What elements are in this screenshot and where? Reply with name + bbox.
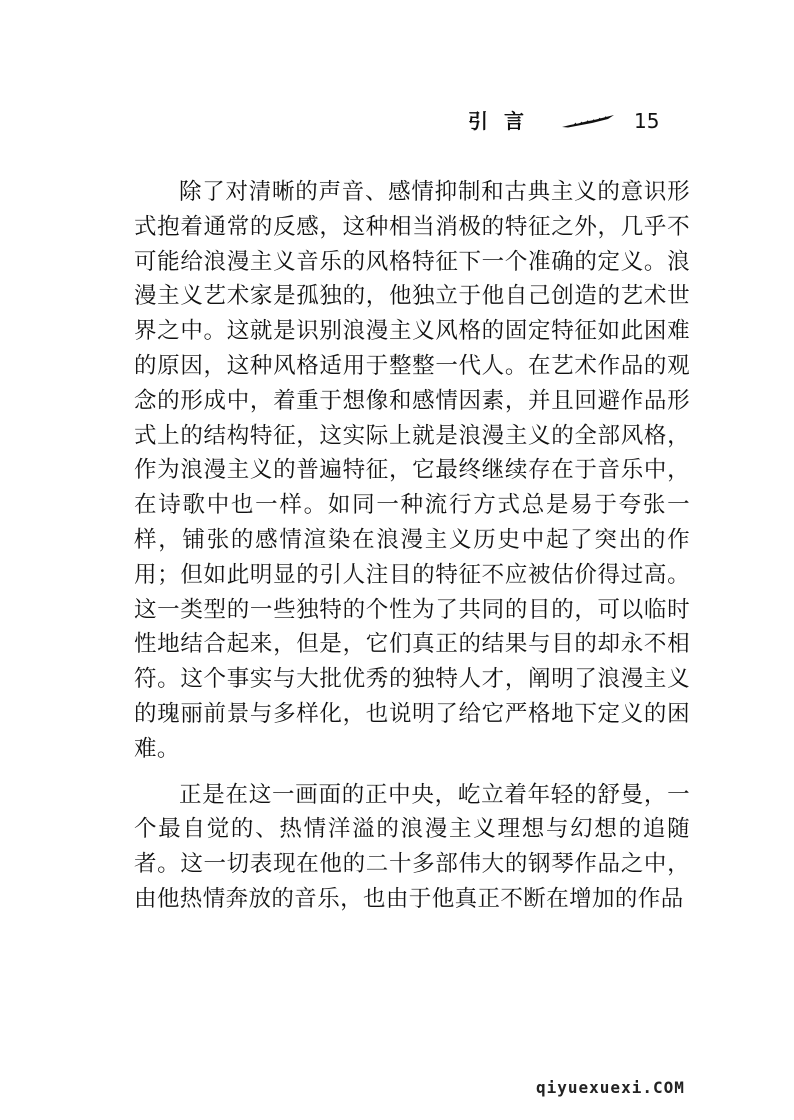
body-text bbox=[134, 175, 690, 917]
chapter-title: 引言 bbox=[468, 109, 540, 133]
paragraph-1: 除了对清晰的声音、感情抑制和古典主义的意识形式抱着通常的反感，这种相当消极的特征之外，几乎不可能给浪漫主义音乐的风格特征下一个准确的定义。浪漫主义艺术家是孤独的，他独立于他自己创造的艺术世界之中。这就是识别浪漫主义风格的固定特征如此困难的原因，这种风格适用于整整一代人。在艺术作品的观念的形成中，着重于想像和感情因素，并且回避作品形式上的结构特征，这实际上就是浪漫主义的全部风格，作为浪漫主义的普遍特征，它最终继续存在于音乐中，在诗歌中也一样。如同一种流行方式总是易于夸张一样，铺张的感情渲染在浪漫主义历史中起了突出的作用；但如此明显的引人注目的特征不应被估价得过高。这一类型的一些独特的个性为了共同的目的，可以临时性地结合起来，但是，它们真正的结果与目的却永不相符。这个事实与大批优秀的独特人才，阐明了浪漫主义的瑰丽前景与多样化，也说明了给它严格地下定义的困难。 bbox=[134, 179, 690, 762]
paragraph-2: 正是在这一画面的正中央，屹立着年轻的舒曼，一个最自觉的、热情洋溢的浪漫主义理想与幻想的追随者。这一切表现在他的二十多部伟大的钢琴作品之中，由他热情奔放的音乐，也由于他真正不断在增加的作品 bbox=[134, 781, 690, 912]
site-watermark: qiyuexuexi.COM bbox=[536, 1078, 685, 1097]
running-header bbox=[468, 106, 698, 138]
feather-ornament-icon bbox=[560, 112, 616, 130]
page-number: 15 bbox=[634, 109, 660, 133]
